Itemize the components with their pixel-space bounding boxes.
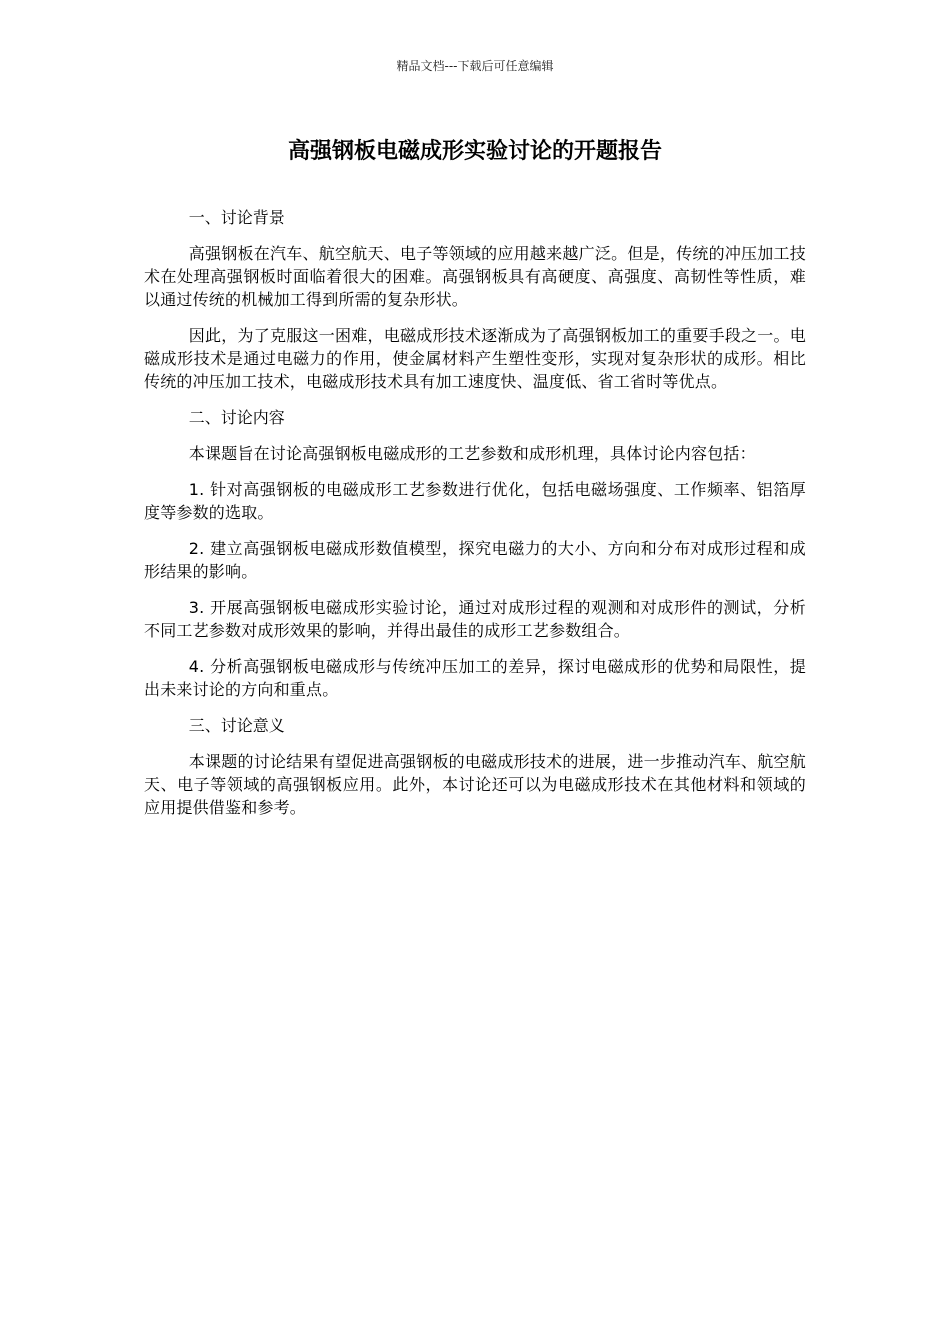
- document-title: 高强钢板电磁成形实验讨论的开题报告: [287, 139, 662, 164]
- list-item: 2. 建立高强钢板电磁成形数值模型，探究电磁力的大小、方向和分布对成形过程和成形结果的影响。: [144, 539, 806, 581]
- section-heading-significance: 三、讨论意义: [188, 716, 285, 735]
- paragraph: 因此，为了克服这一困难，电磁成形技术逐渐成为了高强钢板加工的重要手段之一。电磁成形技术是通过电磁力的作用，使金属材料产生塑性变形，实现对复杂形状的成形。相比传统的冲压加工技术，电磁成形技术具有加工速度快、温度低、省工省时等优点。: [144, 326, 806, 391]
- paragraph: 高强钢板在汽车、航空航天、电子等领域的应用越来越广泛。但是，传统的冲压加工技术在处理高强钢板时面临着很大的困难。高强钢板具有高硬度、高强度、高韧性等性质，难以通过传统的机械加工得到所需的复杂形状。: [144, 244, 806, 309]
- header-note: 精品文档---下载后可任意编辑: [396, 59, 554, 73]
- list-item: 4. 分析高强钢板电磁成形与传统冲压加工的差异，探讨电磁成形的优势和局限性，提出未来讨论的方向和重点。: [144, 657, 806, 699]
- document-body: [144, 206, 806, 832]
- section-heading-content: 二、讨论内容: [188, 408, 285, 427]
- list-item: 3. 开展高强钢板电磁成形实验讨论，通过对成形过程的观测和对成形件的测试，分析不同工艺参数对成形效果的影响，并得出最佳的成形工艺参数组合。: [144, 598, 806, 640]
- paragraph: 本课题的讨论结果有望促进高强钢板的电磁成形技术的进展，进一步推动汽车、航空航天、电子等领域的高强钢板应用。此外，本讨论还可以为电磁成形技术在其他材料和领域的应用提供借鉴和参考。: [144, 752, 806, 817]
- list-item: 1. 针对高强钢板的电磁成形工艺参数进行优化，包括电磁场强度、工作频率、铝箔厚度等参数的选取。: [144, 480, 806, 522]
- paragraph: 本课题旨在讨论高强钢板电磁成形的工艺参数和成形机理，具体讨论内容包括：: [188, 444, 756, 463]
- section-heading-background: 一、讨论背景: [188, 208, 285, 227]
